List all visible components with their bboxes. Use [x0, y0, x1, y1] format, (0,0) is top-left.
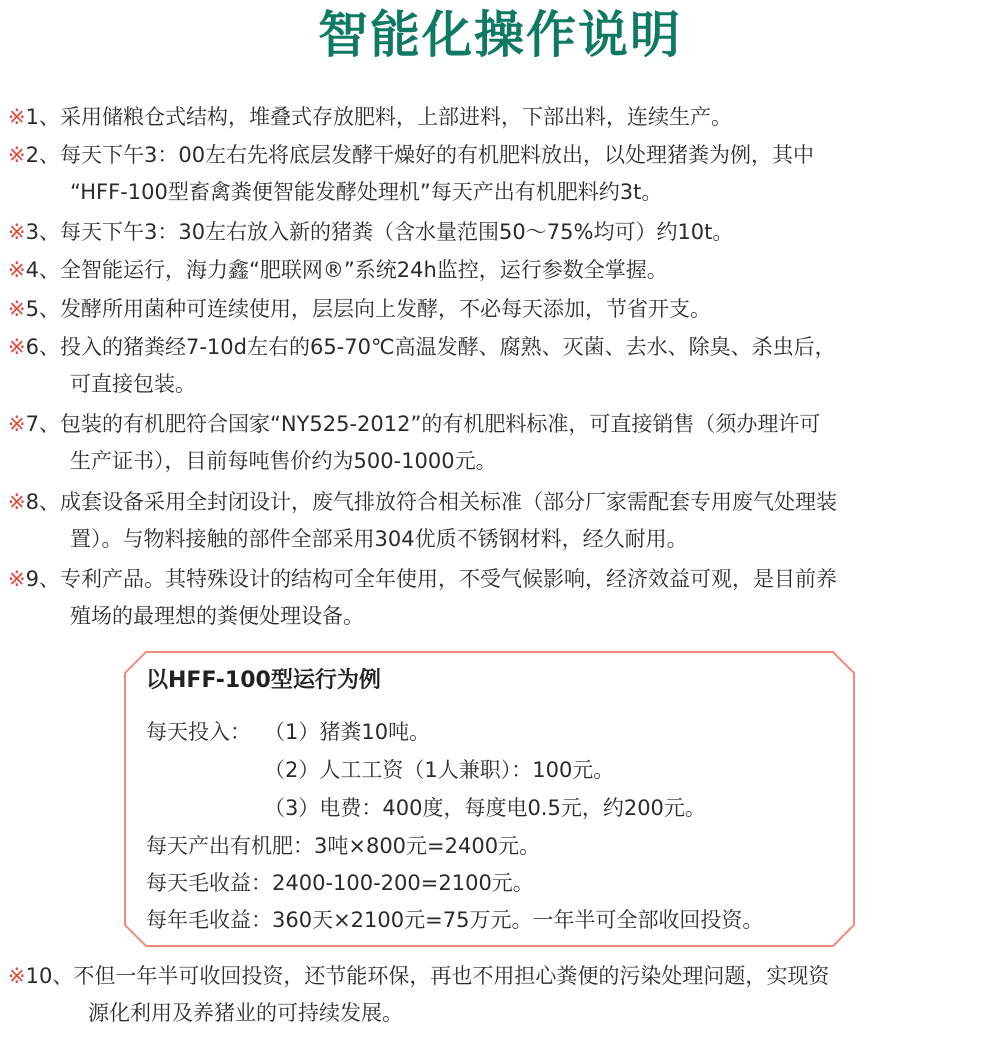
list-item: [8, 291, 993, 328]
reference-mark-icon: ※: [8, 567, 26, 591]
daily-output: 每天产出有机肥：3吨×800元=2400元。: [146, 834, 541, 858]
list-item: [8, 406, 993, 480]
item-text: 9、专利产品。其特殊设计的结构可全年使用，不受气候影响，经济效益可观，是目前养: [25, 567, 837, 591]
list-item: [8, 484, 993, 558]
item-text: 7、包装的有机肥符合国家“NY525-2012”的有机肥料标准，可直接销售（须办理许可: [25, 412, 821, 436]
reference-mark-icon: ※: [8, 490, 26, 514]
item-text: 5、发酵所用菌种可连续使用，层层向上发酵，不必每天添加，节省开支。: [25, 297, 711, 321]
example-box-title: 以HFF-100型运行为例: [146, 668, 381, 693]
item-text: 2、每天下午3：00左右先将底层发酵干燥好的有机肥料放出，以处理猪粪为例，其中: [25, 143, 815, 167]
list-item: [8, 137, 993, 211]
daily-gross-profit: 每天毛收益：2400-100-200=2100元。: [146, 871, 534, 895]
item-text-continued: “HFF-100型畜禽粪便智能发酵处理机”每天产出有机肥料约3t。: [70, 180, 663, 204]
item-text-continued: 可直接包装。: [70, 372, 196, 396]
reference-mark-icon: ※: [8, 297, 26, 321]
reference-mark-icon: ※: [8, 220, 26, 244]
list-item: [8, 99, 993, 136]
reference-mark-icon: ※: [8, 412, 26, 436]
list-item: [8, 214, 993, 251]
item-text-continued: 源化利用及养猪业的可持续发展。: [88, 1001, 403, 1025]
yearly-gross-profit: 每年毛收益：360天×2100元=75万元。一年半可全部收回投资。: [146, 908, 764, 932]
list-item: [8, 561, 993, 635]
list-item: [8, 329, 993, 403]
daily-input-labor: （2）人工工资（1人兼职）：100元。: [264, 758, 615, 782]
daily-input-label: 每天投入：: [146, 720, 251, 744]
page-title: 智能化操作说明: [318, 6, 682, 64]
item-text: 4、全智能运行，海力鑫“肥联网®”系统24h监控，运行参数全掌握。: [25, 258, 668, 282]
item-text: 3、每天下午3：30左右放入新的猪粪（含水量范围50～75%均可）约10t。: [25, 220, 734, 244]
reference-mark-icon: ※: [8, 335, 26, 359]
list-item: [8, 958, 993, 1032]
list-item: [8, 252, 993, 289]
item-text: 6、投入的猪粪经7-10d左右的65-70℃高温发酵、腐熟、灭菌、去水、除臭、杀虫后，: [25, 335, 836, 359]
reference-mark-icon: ※: [8, 964, 26, 988]
example-box: [124, 651, 855, 947]
item-text-continued: 殖场的最理想的粪便处理设备。: [70, 604, 364, 628]
item-text: 10、不但一年半可收回投资，还节能环保，再也不用担心粪便的污染处理问题，实现资: [25, 964, 830, 988]
item-text-continued: 置）。与物料接触的部件全部采用304优质不锈钢材料，经久耐用。: [70, 527, 688, 551]
reference-mark-icon: ※: [8, 258, 26, 282]
reference-mark-icon: ※: [8, 143, 26, 167]
item-text-continued: 生产证书），目前每吨售价约为500-1000元。: [70, 449, 497, 473]
reference-mark-icon: ※: [8, 105, 26, 129]
item-text: 8、成套设备采用全封闭设计，废气排放符合相关标准（部分厂家需配套专用废气处理装: [25, 490, 837, 514]
daily-input-pigs: （1）猪粪10吨。: [264, 720, 431, 744]
daily-input-electricity: （3）电费：400度，每度电0.5元，约200元。: [264, 796, 706, 820]
item-text: 1、采用储粮仓式结构，堆叠式存放肥料，上部进料，下部出料，连续生产。: [25, 105, 732, 129]
